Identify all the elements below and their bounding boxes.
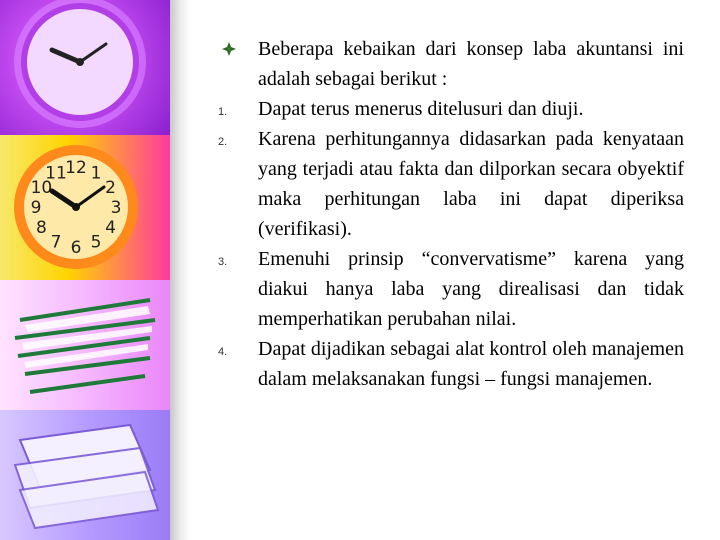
slide-content bbox=[218, 34, 684, 394]
list-number: 4. bbox=[218, 346, 228, 358]
list-number: 3. bbox=[218, 256, 228, 268]
clock-numeral: 5 bbox=[90, 232, 102, 253]
list-item bbox=[218, 94, 684, 124]
list-item-text: Emenuhi prinsip “convervatisme” karena yang diakui hanya laba yang direalisasi dan tidak memperhatikan perubahan nilai. bbox=[258, 248, 684, 330]
clock-numeral: 10 bbox=[30, 178, 53, 198]
clock-numeral: 2 bbox=[105, 178, 117, 198]
list-item bbox=[218, 124, 684, 244]
green-books-image bbox=[0, 280, 170, 410]
list-item bbox=[218, 334, 684, 394]
list-item bbox=[218, 244, 684, 334]
clock-numeral: 3 bbox=[110, 198, 122, 218]
clock-numeral: 11 bbox=[45, 163, 67, 184]
diamond-bullet-icon bbox=[222, 42, 236, 56]
decorative-image-strip bbox=[0, 0, 190, 540]
purple-clock-image bbox=[0, 0, 170, 135]
list-item-text: Dapat dijadikan sebagai alat kontrol oleh manajemen dalam melaksanakan fungsi – fungsi manajemen. bbox=[258, 338, 684, 390]
clock-numeral: 4 bbox=[105, 218, 117, 238]
clock-numeral: 7 bbox=[50, 232, 62, 253]
list-item-text: Dapat terus menerus ditelusuri dan diuji. bbox=[258, 98, 584, 120]
intro-text: Beberapa kebaikan dari konsep laba akuntansi ini adalah sebagai berikut : bbox=[258, 38, 684, 90]
yellow-clock-image bbox=[0, 135, 170, 280]
papers-stack-icon bbox=[0, 410, 170, 540]
list-item-text: Karena perhitungannya didasarkan pada kenyataan yang terjadi atau fakta dan dilporkan secara obyektif maka perhitungan laba ini dapat diperiksa (verifikasi). bbox=[258, 128, 684, 240]
clock-numeral: 9 bbox=[30, 198, 42, 218]
clock-numeral: 12 bbox=[65, 158, 87, 178]
clock-face-icon bbox=[12, 137, 142, 277]
clock-numeral: 6 bbox=[70, 238, 82, 258]
strip-shadow-edge bbox=[170, 0, 190, 540]
books-stack-icon bbox=[0, 280, 170, 410]
intro-paragraph bbox=[218, 34, 684, 94]
clock-icon bbox=[10, 0, 150, 132]
list-number: 2. bbox=[218, 136, 228, 148]
purple-books-image bbox=[0, 410, 170, 540]
clock-numeral: 1 bbox=[90, 163, 102, 184]
list-number: 1. bbox=[218, 106, 228, 118]
clock-numeral: 8 bbox=[35, 218, 47, 238]
